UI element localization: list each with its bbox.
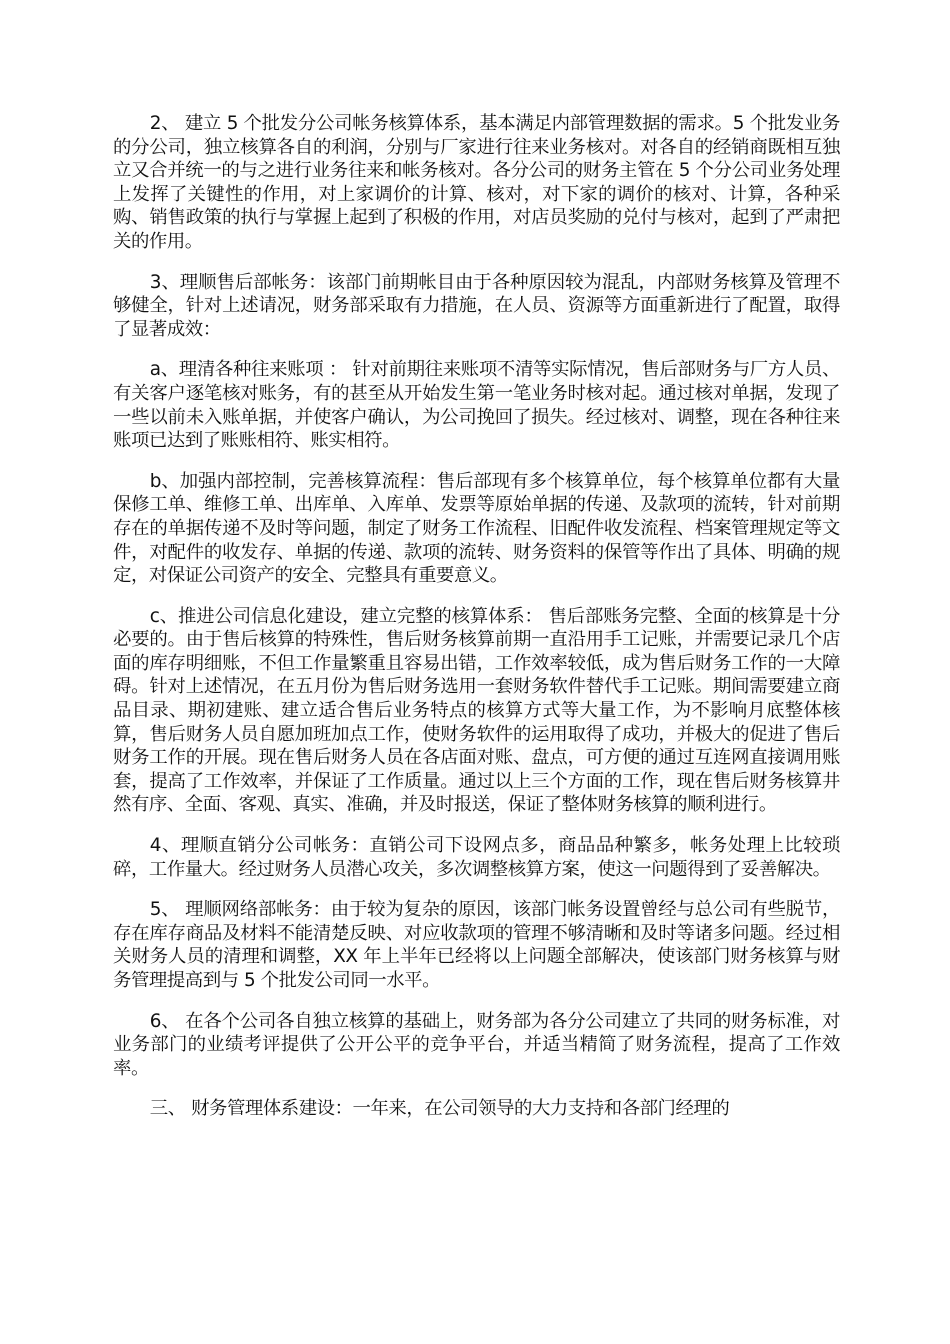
paragraph-sub-c: c、推进公司信息化建设，建立完整的核算体系： 售后部账务完整、全面的核算是十分必要的。由于售后核算的特殊性，售后财务核算前期一直沿用手工记账，并需要记录几个店面的库存明细账，不但工作量繁重且容易出错，工作效率较低，成为售后财务工作的一大障碍。针对上述情况，在五月份为售后财务选用一套财务软件替代手工记账。期间需要建立商品目录、期初建账、建立适合售后业务特点的核算方式等大量工作，为不影响月底整体核算，售后财务人员自愿加班加点工作，使财务软件的运用取得了成功，并极大的促进了售后财务工作的开展。现在售后财务人员在各店面对账、盘点，可方便的通过互连网直接调用账套，提高了工作效率，并保证了工作质量。通过以上三个方面的工作，现在售后财务核算井然有序、全面、客观、真实、准确，并及时报送，保证了整体财务核算的顺利进行。 — [113, 605, 840, 816]
paragraph-sub-b: b、加强内部控制，完善核算流程：售后部现有多个核算单位，每个核算单位都有大量保修工单、维修工单、出库单、入库单、发票等原始单据的传递、及款项的流转，针对前期存在的单据传递不及时等问题，制定了财务工作流程、旧配件收发流程、档案管理规定等文件，对配件的收发存、单据的传递、款项的流转、财务资料的保管等作出了具体、明确的规定，对保证公司资产的安全、完整具有重要意义。 — [113, 470, 840, 587]
paragraph-sub-a: a、理清各种往来账项 ： 针对前期往来账项不清等实际情况，售后部财务与厂方人员、有关客户逐笔核对账务，有的甚至从开始发生第一笔业务时核对起。通过核对单据，发现了一些以前未入账单据，并使客户确认，为公司挽回了损失。经过核对、调整，现在各种往来账项已达到了账账相符、账实相符。 — [113, 359, 840, 452]
paragraph-item-6: 6、 在各个公司各自独立核算的基础上，财务部为各分公司建立了共同的财务标准，对业务部门的业绩考评提供了公开公平的竞争平台，并适当精简了财务流程，提高了工作效率。 — [113, 1010, 840, 1079]
paragraph-item-4: 4、理顺直销分公司帐务：直销公司下设网点多，商品品种繁多，帐务处理上比较琐碎，工作量大。经过财务人员潜心攻关，多次调整核算方案，使这一问题得到了妥善解决。 — [113, 835, 840, 880]
paragraph-item-3: 3、理顺售后部帐务：该部门前期帐目由于各种原因较为混乱，内部财务核算及管理不够健全，针对上述请况，财务部采取有力措施，在人员、资源等方面重新进行了配置，取得了显著成效： — [113, 271, 840, 340]
paragraph-item-2: 2、 建立 5 个批发分公司帐务核算体系，基本满足内部管理数据的需求。5 个批发业务的分公司，独立核算各自的利润，分别与厂家进行往来业务核对。对各自的经销商既相互独立又合并统一的与之进行业务往来和帐务核对。各分公司的财务主管在 5 个分公司业务处理上发挥了关键性的作用，对上家调价的计算、核对，对下家的调价的核对、计算，各种采购、销售政策的执行与掌握上起到了积极的作用，对店员奖励的兑付与核对，起到了严肃把关的作用。 — [113, 113, 840, 252]
document-page — [113, 112, 840, 1138]
paragraph-item-5: 5、 理顺网络部帐务：由于较为复杂的原因，该部门帐务设置曾经与总公司有些脱节，存在库存商品及材料不能清楚反映、对应收款项的管理不够清晰和及时等诸多问题。经过相关财务人员的清理和调整，XX 年上半年已经将以上问题全部解决，使该部门财务核算与财务管理提高到与 5 个批发公司同一水平。 — [113, 899, 840, 991]
paragraph-section-3: 三、 财务管理体系建设：一年来，在公司领导的大力支持和各部门经理的 — [149, 1098, 730, 1120]
